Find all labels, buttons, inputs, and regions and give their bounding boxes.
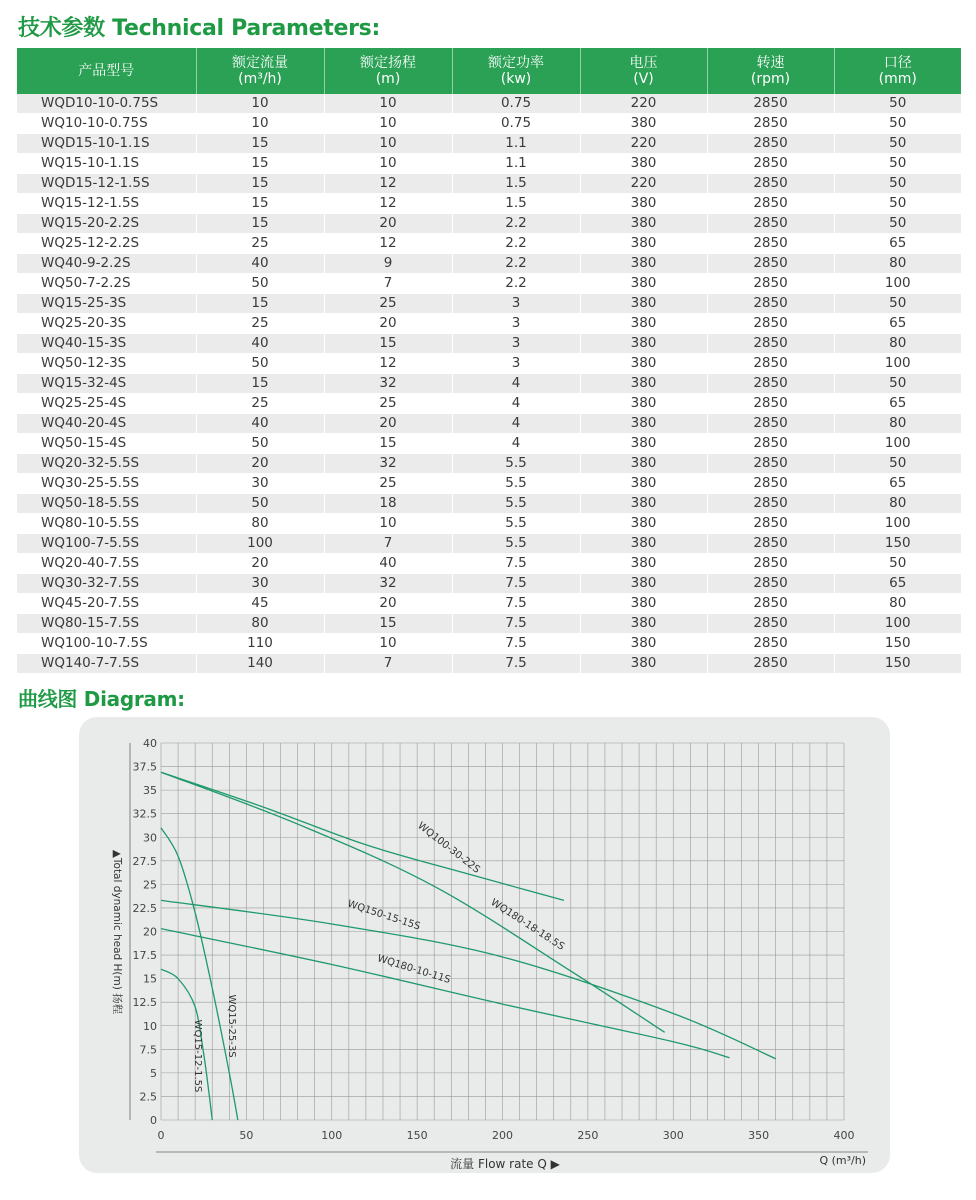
table-cell: 30: [196, 474, 324, 494]
table-cell: 10: [324, 514, 452, 534]
table-cell: WQ80-15-7.5S: [17, 614, 196, 634]
table-cell: 380: [580, 594, 707, 614]
table-cell: 9: [324, 254, 452, 274]
table-cell: 50: [834, 114, 961, 134]
table-cell: WQ40-9-2.2S: [17, 254, 196, 274]
diagram-heading: 曲线图 Diagram:: [18, 687, 185, 711]
table-cell: 100: [834, 434, 961, 454]
table-cell: 100: [196, 534, 324, 554]
table-cell: 50: [834, 214, 961, 234]
y-tick-label: 37.5: [132, 760, 157, 774]
column-header-text: (rpm): [750, 71, 791, 87]
table-cell: 80: [834, 334, 961, 354]
table-cell: WQ30-32-7.5S: [17, 574, 196, 594]
table-cell: WQ50-18-5.5S: [17, 494, 196, 514]
x-tick-label: 400: [833, 1129, 855, 1142]
table-cell: WQ25-20-3S: [17, 314, 196, 334]
table-cell: 380: [580, 114, 707, 134]
table-cell: 2850: [707, 314, 834, 334]
table-cell: 15: [196, 194, 324, 214]
params-heading: 技术参数 Technical Parameters:: [18, 16, 380, 41]
table-cell: 12: [324, 234, 452, 254]
table-cell: 65: [834, 574, 961, 594]
table-cell: 5.5: [452, 514, 580, 534]
table-cell: 150: [834, 534, 961, 554]
table-cell: 1.1: [452, 134, 580, 154]
curve-label: WQ180-10-11S: [375, 953, 452, 986]
table-cell: 2850: [707, 394, 834, 414]
table-cell: 10: [324, 154, 452, 174]
table-cell: 50: [196, 434, 324, 454]
table-cell: 2850: [707, 174, 834, 194]
y-tick-label: 30: [143, 831, 157, 845]
table-cell: 50: [834, 454, 961, 474]
table-cell: 3: [452, 294, 580, 314]
table-cell: 380: [580, 314, 707, 334]
column-header-text: (m): [375, 71, 401, 87]
y-tick-label: 40: [143, 737, 157, 750]
table-cell: 380: [580, 394, 707, 414]
table-cell: 32: [324, 574, 452, 594]
column-header-text: 额定扬程: [360, 55, 416, 71]
table-cell: 15: [324, 614, 452, 634]
table-cell: 50: [834, 94, 961, 114]
x-tick-label: 350: [748, 1129, 770, 1142]
table-cell: 45: [196, 594, 324, 614]
table-cell: 2850: [707, 114, 834, 134]
table-cell: 80: [196, 614, 324, 634]
table-cell: 2850: [707, 334, 834, 354]
table-cell: 7: [324, 654, 452, 674]
table-cell: 380: [580, 614, 707, 634]
table-cell: 10: [324, 114, 452, 134]
table-cell: 380: [580, 374, 707, 394]
table-cell: 5.5: [452, 534, 580, 554]
table-cell: 7.5: [452, 574, 580, 594]
y-tick-label: 25: [143, 878, 157, 892]
table-cell: 10: [324, 634, 452, 654]
column-header-text: 口径: [883, 55, 912, 71]
table-cell: 50: [834, 374, 961, 394]
table-cell: 15: [196, 374, 324, 394]
table-cell: WQ45-20-7.5S: [17, 594, 196, 614]
table-cell: 380: [580, 354, 707, 374]
table-cell: 10: [324, 94, 452, 114]
table-cell: 380: [580, 294, 707, 314]
y-tick-label: 10: [143, 1019, 157, 1033]
table-cell: 380: [580, 634, 707, 654]
table-cell: 65: [834, 394, 961, 414]
y-tick-label: 5: [150, 1066, 157, 1080]
table-cell: 1.5: [452, 174, 580, 194]
performance-curve: [161, 969, 212, 1120]
table-cell: 3: [452, 334, 580, 354]
table-cell: 80: [834, 254, 961, 274]
table-cell: 50: [834, 134, 961, 154]
y-tick-label: 35: [143, 784, 157, 798]
x-tick-label: 0: [157, 1129, 165, 1142]
table-cell: 50: [834, 294, 961, 314]
y-tick-label: 15: [143, 972, 157, 986]
table-cell: 3: [452, 314, 580, 334]
table-cell: 20: [324, 414, 452, 434]
table-cell: 2850: [707, 274, 834, 294]
y-tick-label: 12.5: [132, 996, 157, 1010]
table-cell: 32: [324, 374, 452, 394]
table-cell: 40: [196, 254, 324, 274]
table-cell: 0.75: [452, 114, 580, 134]
table-cell: 50: [196, 354, 324, 374]
table-cell: 7: [324, 534, 452, 554]
table-cell: 380: [580, 434, 707, 454]
column-header-text: 电压: [629, 55, 658, 71]
x-tick-label: 200: [492, 1129, 513, 1142]
table-cell: 65: [834, 474, 961, 494]
x-tick-label: 300: [662, 1129, 684, 1142]
table-cell: 50: [834, 174, 961, 194]
table-cell: 7.5: [452, 614, 580, 634]
table-cell: 65: [834, 234, 961, 254]
table-cell: 380: [580, 654, 707, 674]
table-cell: WQ20-32-5.5S: [17, 454, 196, 474]
table-cell: 2850: [707, 534, 834, 554]
table-cell: 15: [324, 434, 452, 454]
table-cell: 40: [196, 414, 324, 434]
table-cell: 25: [324, 294, 452, 314]
column-header-text: (mm): [878, 71, 917, 87]
column-header-text: (m³/h): [238, 71, 282, 87]
column-header-text: 额定功率: [488, 55, 544, 71]
table-cell: WQ50-15-4S: [17, 434, 196, 454]
table-cell: 15: [196, 214, 324, 234]
table-cell: 380: [580, 214, 707, 234]
curve-label: WQ15-12-1.5S: [192, 1019, 203, 1093]
table-cell: 380: [580, 534, 707, 554]
table-cell: 20: [324, 314, 452, 334]
table-cell: 25: [196, 394, 324, 414]
table-cell: 150: [834, 634, 961, 654]
table-cell: 20: [196, 554, 324, 574]
table-cell: 380: [580, 514, 707, 534]
table-cell: 50: [834, 194, 961, 214]
table-cell: WQ15-32-4S: [17, 374, 196, 394]
table-cell: 380: [580, 574, 707, 594]
y-tick-label: 7.5: [139, 1043, 157, 1057]
table-cell: 7.5: [452, 554, 580, 574]
table-cell: 2.2: [452, 254, 580, 274]
table-cell: 7.5: [452, 634, 580, 654]
table-cell: 7.5: [452, 594, 580, 614]
table-cell: 4: [452, 394, 580, 414]
table-cell: 3: [452, 354, 580, 374]
table-cell: 140: [196, 654, 324, 674]
y-tick-label: 27.5: [132, 854, 157, 868]
table-cell: 100: [834, 274, 961, 294]
table-cell: 25: [196, 234, 324, 254]
table-cell: 100: [834, 514, 961, 534]
table-cell: 18: [324, 494, 452, 514]
table-cell: 380: [580, 454, 707, 474]
table-cell: WQ20-40-7.5S: [17, 554, 196, 574]
x-axis-unit: Q (m³/h): [819, 1154, 866, 1167]
y-tick-label: 2.5: [139, 1090, 157, 1104]
table-cell: 4: [452, 414, 580, 434]
table-cell: 15: [324, 334, 452, 354]
table-cell: 32: [324, 454, 452, 474]
table-cell: WQD15-10-1.1S: [17, 134, 196, 154]
table-cell: 2850: [707, 634, 834, 654]
table-cell: WQD15-12-1.5S: [17, 174, 196, 194]
table-cell: 0.75: [452, 94, 580, 114]
curve-label: WQ100-30-22S: [415, 820, 482, 876]
table-cell: WQ15-20-2.2S: [17, 214, 196, 234]
table-cell: 2850: [707, 254, 834, 274]
table-cell: 50: [196, 494, 324, 514]
performance-curve: [161, 772, 665, 1032]
column-header-text: 产品型号: [78, 63, 135, 79]
table-cell: WQ15-25-3S: [17, 294, 196, 314]
table-cell: WQ100-10-7.5S: [17, 634, 196, 654]
table-cell: 7: [324, 274, 452, 294]
curve-label: WQ180-18-18.5S: [488, 897, 567, 953]
table-cell: WQ140-7-7.5S: [17, 654, 196, 674]
table-cell: 50: [834, 554, 961, 574]
table-cell: 1.5: [452, 194, 580, 214]
table-cell: 110: [196, 634, 324, 654]
table-cell: 5.5: [452, 474, 580, 494]
table-cell: 15: [196, 294, 324, 314]
table-cell: 12: [324, 194, 452, 214]
table-cell: 380: [580, 414, 707, 434]
table-cell: 25: [324, 394, 452, 414]
table-cell: 4: [452, 434, 580, 454]
table-cell: WQD10-10-0.75S: [17, 94, 196, 114]
y-tick-label: 17.5: [132, 949, 157, 963]
table-cell: 2850: [707, 434, 834, 454]
table-cell: WQ15-10-1.1S: [17, 154, 196, 174]
table-cell: WQ50-12-3S: [17, 354, 196, 374]
table-cell: 2850: [707, 94, 834, 114]
table-cell: 4: [452, 374, 580, 394]
x-tick-label: 50: [239, 1129, 254, 1142]
table-cell: 380: [580, 274, 707, 294]
table-cell: 10: [324, 134, 452, 154]
table-cell: WQ25-12-2.2S: [17, 234, 196, 254]
table-cell: 220: [580, 94, 707, 114]
table-cell: WQ10-10-0.75S: [17, 114, 196, 134]
table-cell: 2850: [707, 414, 834, 434]
table-cell: 12: [324, 354, 452, 374]
table-cell: 2850: [707, 574, 834, 594]
table-cell: 15: [196, 134, 324, 154]
table-cell: 40: [196, 334, 324, 354]
curve-label: WQ150-15-15S: [345, 898, 422, 933]
table-cell: 15: [196, 154, 324, 174]
table-cell: 380: [580, 154, 707, 174]
table-cell: 2850: [707, 134, 834, 154]
table-cell: 20: [196, 454, 324, 474]
table-cell: WQ40-20-4S: [17, 414, 196, 434]
table-cell: WQ25-25-4S: [17, 394, 196, 414]
table-cell: WQ15-12-1.5S: [17, 194, 196, 214]
table-cell: 5.5: [452, 454, 580, 474]
table-cell: 10: [196, 94, 324, 114]
table-cell: 2.2: [452, 274, 580, 294]
table-cell: 380: [580, 554, 707, 574]
table-cell: 100: [834, 354, 961, 374]
table-cell: 220: [580, 174, 707, 194]
table-cell: 2850: [707, 234, 834, 254]
curve-label: WQ15-25-3S: [226, 994, 237, 1058]
table-cell: 2850: [707, 594, 834, 614]
table-cell: 380: [580, 474, 707, 494]
column-header-text: 转速: [756, 55, 785, 71]
table-cell: WQ30-25-5.5S: [17, 474, 196, 494]
table-cell: 2.2: [452, 234, 580, 254]
table-cell: 380: [580, 194, 707, 214]
table-cell: 2850: [707, 294, 834, 314]
column-header-text: 额定流量: [232, 55, 288, 71]
table-cell: 2850: [707, 554, 834, 574]
x-tick-label: 150: [406, 1129, 428, 1142]
table-cell: 50: [196, 274, 324, 294]
table-cell: 50: [834, 154, 961, 174]
table-cell: 2850: [707, 374, 834, 394]
column-header-text: (V): [633, 71, 654, 87]
table-cell: 2850: [707, 154, 834, 174]
y-axis-title: ▲Total dynamic head H(m) 扬程: [111, 849, 123, 1015]
table-cell: 1.1: [452, 154, 580, 174]
table-cell: 25: [324, 474, 452, 494]
table-cell: 2850: [707, 654, 834, 674]
table-cell: WQ40-15-3S: [17, 334, 196, 354]
table-cell: 2850: [707, 454, 834, 474]
table-cell: 80: [834, 594, 961, 614]
table-cell: 80: [196, 514, 324, 534]
y-tick-label: 0: [150, 1114, 157, 1127]
y-tick-label: 22.5: [132, 901, 157, 915]
x-axis-title: 流量 Flow rate Q ▶: [450, 1157, 560, 1171]
table-cell: 40: [324, 554, 452, 574]
table-cell: 65: [834, 314, 961, 334]
y-tick-label: 32.5: [132, 807, 157, 821]
table-cell: 100: [834, 614, 961, 634]
table-cell: 15: [196, 174, 324, 194]
table-cell: 2850: [707, 354, 834, 374]
table-cell: 380: [580, 334, 707, 354]
table-cell: WQ50-7-2.2S: [17, 274, 196, 294]
y-tick-label: 20: [143, 925, 157, 939]
table-cell: WQ80-10-5.5S: [17, 514, 196, 534]
table-cell: 2850: [707, 214, 834, 234]
column-header-text: (kw): [500, 71, 532, 87]
table-cell: 150: [834, 654, 961, 674]
table-cell: 220: [580, 134, 707, 154]
performance-curve: [161, 772, 564, 900]
table-cell: 2.2: [452, 214, 580, 234]
table-cell: 25: [196, 314, 324, 334]
x-tick-label: 250: [577, 1129, 599, 1142]
table-cell: 380: [580, 254, 707, 274]
table-cell: 5.5: [452, 494, 580, 514]
table-cell: 2850: [707, 474, 834, 494]
table-cell: WQ100-7-5.5S: [17, 534, 196, 554]
table-cell: 12: [324, 174, 452, 194]
table-cell: 2850: [707, 614, 834, 634]
table-cell: 20: [324, 594, 452, 614]
table-cell: 2850: [707, 514, 834, 534]
table-cell: 2850: [707, 494, 834, 514]
table-cell: 380: [580, 494, 707, 514]
x-tick-label: 100: [321, 1129, 343, 1142]
table-cell: 380: [580, 234, 707, 254]
table-cell: 7.5: [452, 654, 580, 674]
table-cell: 2850: [707, 194, 834, 214]
table-cell: 20: [324, 214, 452, 234]
table-cell: 10: [196, 114, 324, 134]
table-cell: 30: [196, 574, 324, 594]
table-cell: 80: [834, 414, 961, 434]
table-cell: 80: [834, 494, 961, 514]
